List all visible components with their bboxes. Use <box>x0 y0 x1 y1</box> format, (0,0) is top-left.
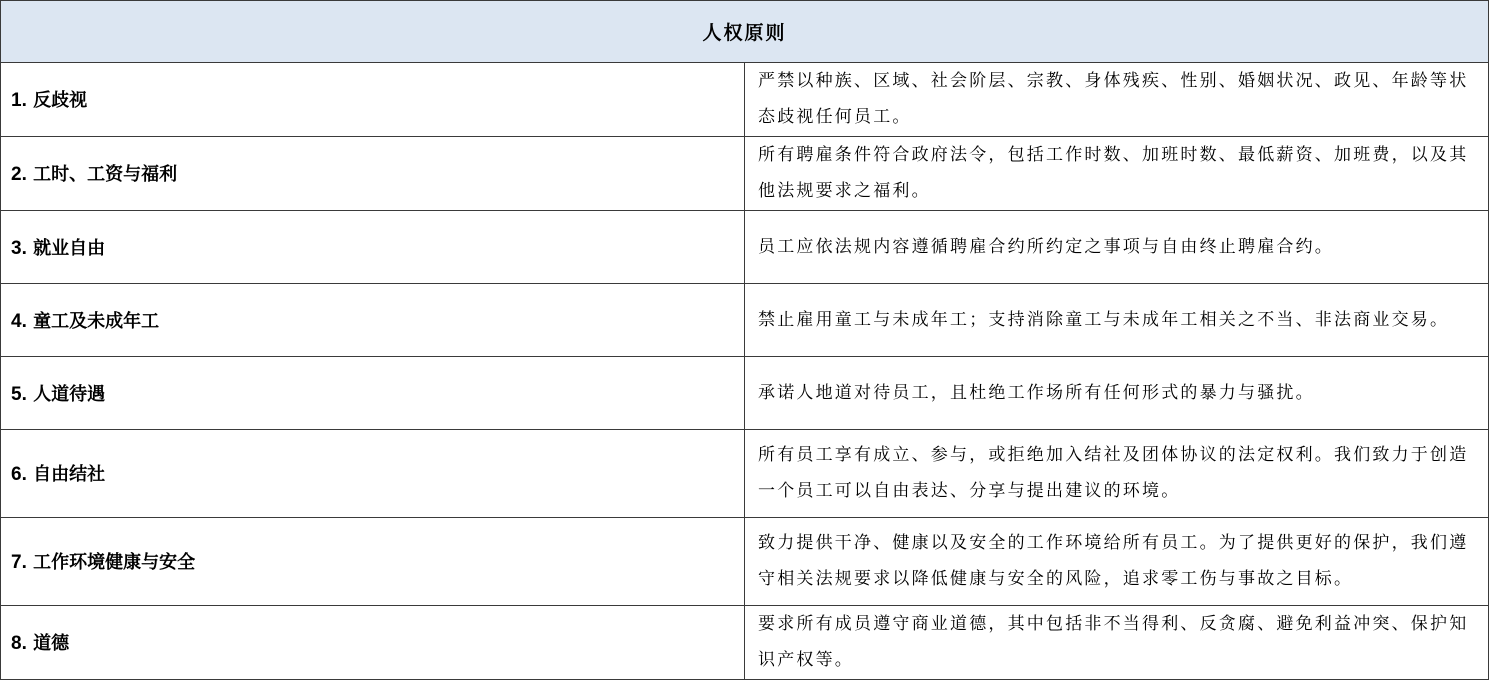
principle-number: 7. <box>11 552 27 574</box>
principle-description: 严禁以种族、区域、社会阶层、宗教、身体残疾、性别、婚姻状况、政见、年龄等状态歧视任何员工。 <box>745 62 1489 136</box>
principle-description: 致力提供干净、健康以及安全的工作环境给所有员工。为了提供更好的保护，我们遵守相关法规要求以降低健康与安全的风险，追求零工伤与事故之目标。 <box>745 517 1489 605</box>
principle-label <box>1 136 745 210</box>
principle-number: 5. <box>11 383 27 405</box>
principle-name: 道德 <box>33 633 70 655</box>
table-row <box>1 517 1489 605</box>
principle-number: 6. <box>11 464 27 486</box>
principle-name: 童工及未成年工 <box>33 310 160 332</box>
principle-label <box>1 62 745 136</box>
principle-label <box>1 283 745 356</box>
table-row <box>1 356 1489 429</box>
principle-label <box>1 605 745 679</box>
principle-name: 人道待遇 <box>33 383 106 405</box>
principle-name: 反歧视 <box>33 90 88 112</box>
table-header-row <box>1 1 1489 63</box>
principle-number: 3. <box>11 237 27 259</box>
principle-label <box>1 210 745 283</box>
principle-description: 所有聘雇条件符合政府法令，包括工作时数、加班时数、最低薪资、加班费，以及其他法规要求之福利。 <box>745 136 1489 210</box>
table-row <box>1 283 1489 356</box>
table-row <box>1 429 1489 517</box>
principle-number: 4. <box>11 310 27 332</box>
principle-label <box>1 517 745 605</box>
table-row <box>1 136 1489 210</box>
table-row <box>1 605 1489 679</box>
principle-description: 承诺人地道对待员工，且杜绝工作场所有任何形式的暴力与骚扰。 <box>745 356 1489 429</box>
principle-description: 所有员工享有成立、参与，或拒绝加入结社及团体协议的法定权利。我们致力于创造一个员工可以自由表达、分享与提出建议的环境。 <box>745 429 1489 517</box>
table-title: 人权原则 <box>1 1 1489 63</box>
principle-number: 2. <box>11 164 27 186</box>
principle-description: 员工应依法规内容遵循聘雇合约所约定之事项与自由终止聘雇合约。 <box>745 210 1489 283</box>
principle-name: 工作环境健康与安全 <box>33 552 196 574</box>
table-row <box>1 62 1489 136</box>
principle-name: 工时、工资与福利 <box>33 164 178 186</box>
principle-name: 就业自由 <box>33 237 106 259</box>
principle-label <box>1 429 745 517</box>
principle-description: 禁止雇用童工与未成年工；支持消除童工与未成年工相关之不当、非法商业交易。 <box>745 283 1489 356</box>
principle-number: 1. <box>11 90 27 112</box>
table-row <box>1 210 1489 283</box>
principle-description: 要求所有成员遵守商业道德，其中包括非不当得利、反贪腐、避免利益冲突、保护知识产权等。 <box>745 605 1489 679</box>
principle-label <box>1 356 745 429</box>
principle-name: 自由结社 <box>33 464 106 486</box>
principle-number: 8. <box>11 633 27 655</box>
